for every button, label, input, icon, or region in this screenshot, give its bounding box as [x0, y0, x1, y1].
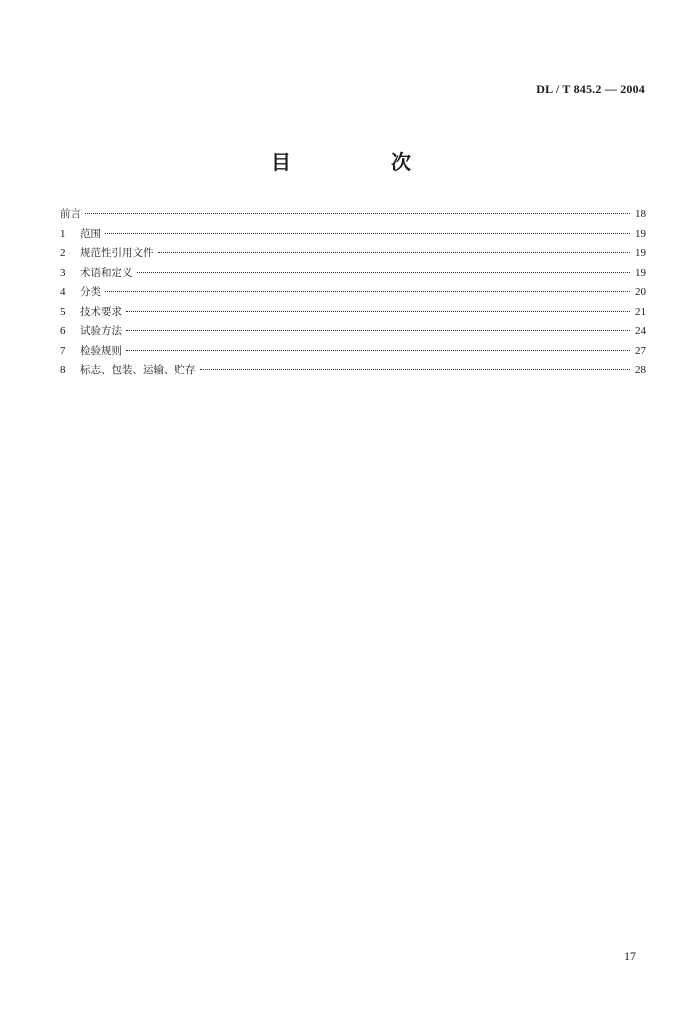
page-number: 17	[624, 949, 636, 963]
toc-entry-number: 8	[60, 364, 66, 376]
toc-leader-dots	[200, 369, 631, 370]
toc-leader-dots	[126, 311, 630, 312]
toc-leader-dots	[126, 350, 630, 351]
toc-entry-page: 28	[635, 364, 646, 376]
toc-entry-number: 2	[60, 247, 66, 259]
toc-entry-6[interactable]	[60, 322, 646, 342]
toc-entry-page: 20	[635, 286, 646, 298]
toc-leader-dots	[105, 291, 630, 292]
toc-entry-title: 技术要求	[80, 305, 122, 318]
toc-entry-number: 5	[60, 305, 66, 318]
toc-entry-title: 规范性引用文件	[80, 247, 154, 259]
toc-entry-5[interactable]	[60, 303, 646, 323]
toc-entry-page: 19	[635, 266, 646, 279]
page-title: 目 次	[271, 150, 451, 174]
toc-leader-dots	[85, 213, 630, 214]
toc-entry-page: 18	[635, 208, 646, 220]
toc-entry-page: 19	[635, 227, 646, 240]
toc-entry-4[interactable]	[60, 283, 646, 303]
toc-entry-number: 4	[60, 286, 66, 298]
toc-leader-dots	[105, 233, 630, 234]
toc-entry-2[interactable]	[60, 244, 646, 264]
toc-entry-title: 试验方法	[80, 325, 122, 337]
toc-entry-number: 6	[60, 325, 66, 337]
toc-entry-3[interactable]	[60, 264, 646, 284]
toc-entry-page: 24	[635, 325, 646, 337]
toc-entry-foreword[interactable]	[60, 205, 646, 225]
toc-entry-number: 7	[60, 344, 66, 357]
table-of-contents	[60, 205, 646, 381]
toc-entry-page: 21	[635, 305, 646, 318]
toc-leader-dots	[126, 330, 630, 331]
toc-entry-title: 范围	[80, 227, 101, 240]
toc-entry-title: 术语和定义	[80, 266, 133, 279]
toc-leader-dots	[158, 252, 631, 253]
toc-entry-8[interactable]	[60, 361, 646, 381]
toc-entry-title: 分类	[80, 286, 101, 298]
toc-entry-number: 1	[60, 227, 66, 240]
toc-leader-dots	[137, 272, 631, 273]
toc-entry-page: 19	[635, 247, 646, 259]
toc-entry-1[interactable]	[60, 225, 646, 245]
toc-entry-7[interactable]	[60, 342, 646, 362]
toc-entry-number: 3	[60, 266, 66, 279]
toc-entry-title: 检验规则	[80, 344, 122, 357]
toc-entry-page: 27	[635, 344, 646, 357]
standard-code: DL / T 845.2 — 2004	[536, 82, 645, 96]
toc-entry-title: 前言	[60, 208, 81, 220]
toc-entry-title: 标志、包装、运输、贮存	[80, 364, 196, 376]
